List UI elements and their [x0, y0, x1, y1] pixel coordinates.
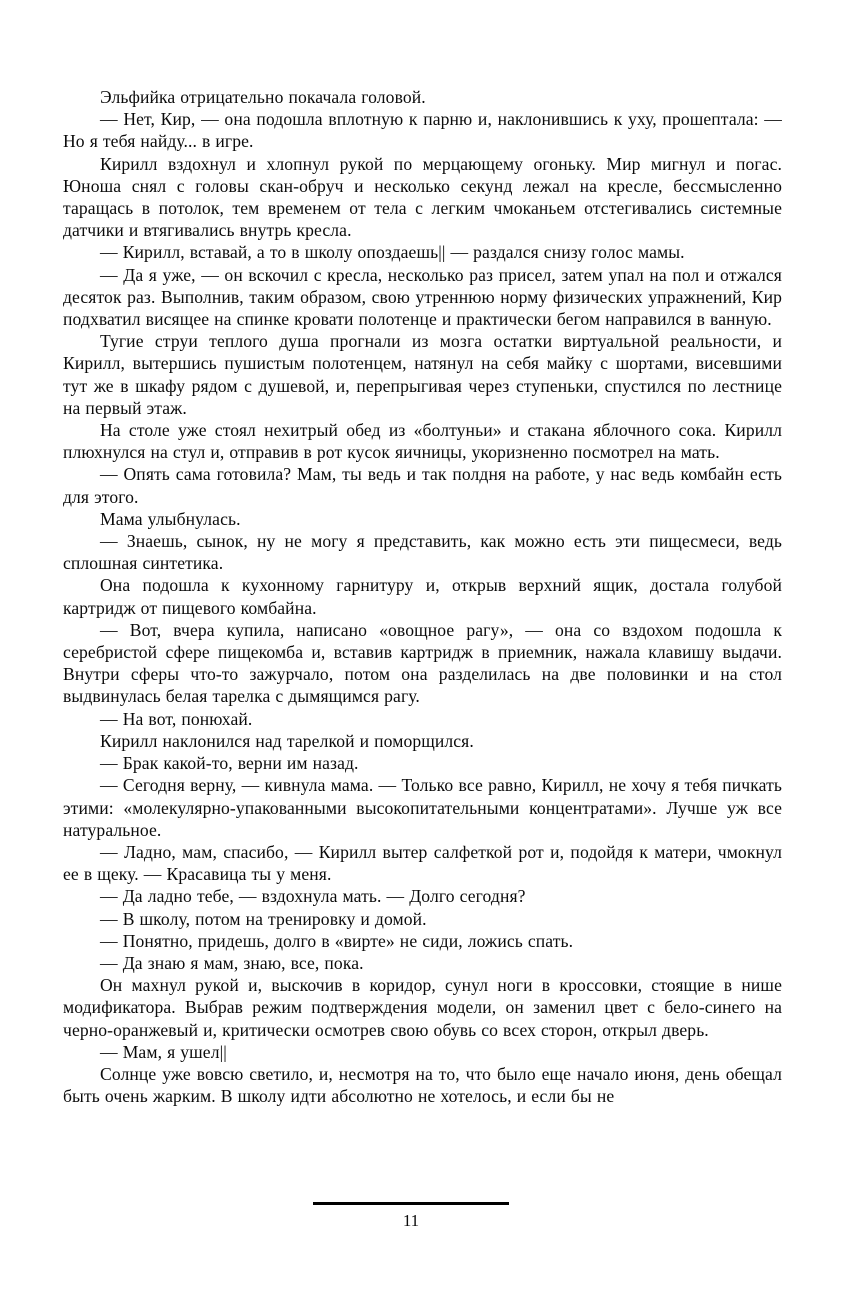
paragraph: Солнце уже вовсю светило, и, несмотря на то, что было еще начало июня, день обещал быть очень жарким. В школу идти абсолютно не хотелось, и если бы не	[63, 1063, 782, 1107]
paragraph: — Знаешь, сынок, ну не могу я представить, как можно есть эти пищесмеси, ведь сплошная синтетика.	[63, 531, 782, 574]
page-number: 11	[402, 1211, 420, 1230]
paragraph: — В школу, потом на тренировку и домой.	[100, 908, 427, 929]
paragraph: — На вот, понюхай.	[100, 708, 253, 729]
paragraph: — Мам, я ушел||	[100, 1041, 227, 1062]
paragraph: Кирилл вздохнул и хлопнул рукой по мерцающему огоньку. Мир мигнул и погас. Юноша снял с головы скан-обруч и несколько секунд лежал на кресле, бессмысленно таращась в потолок, тем временем от тела с легким чмоканьем отстегивались системные датчики и втягивались внутрь кресла.	[63, 153, 782, 241]
paragraph: На столе уже стоял нехитрый обед из «болтуньи» и стакана яблочного сока. Кирилл плюхнулся на стул и, отправив в рот кусок яичницы, укоризненно посмотрел на мать.	[63, 420, 782, 463]
text-column	[63, 86, 782, 1107]
paragraph: Он махнул рукой и, выскочив в коридор, сунул ноги в кроссовки, стоящие в нише модификатора. Выбрав режим подтверждения модели, он заменил цвет с бело-синего на черно-оранжевый и, критически осмотрев свою обувь со всех сторон, открыл дверь.	[63, 975, 782, 1040]
paragraph: Тугие струи теплого душа прогнали из мозга остатки виртуальной реальности, и Кирилл, вытершись пушистым полотенцем, натянул на себя майку с шортами, висевшими тут же в шкафу рядом с душевой, и, перепрыгивая через ступеньки, спустился по лестнице на первый этаж.	[63, 331, 782, 418]
paragraph: Эльфийка отрицательно покачала головой.	[100, 87, 426, 107]
paragraph: — Сегодня верну, — кивнула мама. — Только все равно, Кирилл, не хочу я тебя пичкать этими: «молекулярно-упакованными высокопитательными концентратами». Лучше уж все натуральное.	[63, 775, 782, 840]
paragraph: — Понятно, придешь, долго в «вирте» не сиди, ложись спать.	[100, 930, 574, 951]
footer-divider	[313, 1202, 509, 1205]
paragraph: Кирилл наклонился над тарелкой и поморщился.	[100, 730, 474, 751]
paragraph: — Да я уже, — он вскочил с кресла, несколько раз присел, затем упал на пол и отжался десяток раз. Выполнив, таким образом, свою утреннюю норму физических упражнений, Кир подхватил висящее на спинке кровати полотенце и практически бегом направился в ванную.	[63, 264, 782, 330]
paragraph: — Вот, вчера купила, написано «овощное рагу», — она со вздохом подошла к серебристой сфере пищекомба и, вставив картридж в приемник, нажала клавишу выдачи. Внутри сферы что-то зажурчало, потом она разделилась на две половинки и на стол выдвинулась белая тарелка с дымящимся рагу.	[63, 619, 782, 707]
paragraph: — Да знаю я мам, знаю, все, пока.	[100, 952, 364, 973]
paragraph: — Да ладно тебе, — вздохнула мать. — Долго сегодня?	[100, 886, 526, 907]
paragraph: Мама улыбнулась.	[100, 508, 241, 529]
paragraph: — Опять сама готовила? Мам, ты ведь и так полдня на работе, у нас ведь комбайн есть для этого.	[63, 464, 782, 507]
paragraph: — Ладно, мам, спасибо, — Кирилл вытер салфеткой рот и, подойдя к матери, чмокнул ее в щеку. — Красавица ты у меня.	[63, 841, 782, 885]
paragraph: — Брак какой-то, верни им назад.	[100, 753, 359, 774]
paragraph: — Кирилл, вставай, а то в школу опоздаешь|| — раздался снизу голос мамы.	[100, 242, 685, 263]
paragraph: Она подошла к кухонному гарнитуру и, открыв верхний ящик, достала голубой картридж от пищевого комбайна.	[63, 575, 782, 618]
paragraph: — Нет, Кир, — она подошла вплотную к парню и, наклонившись к уху, прошептала: — Но я тебя найду... в игре.	[63, 109, 782, 152]
